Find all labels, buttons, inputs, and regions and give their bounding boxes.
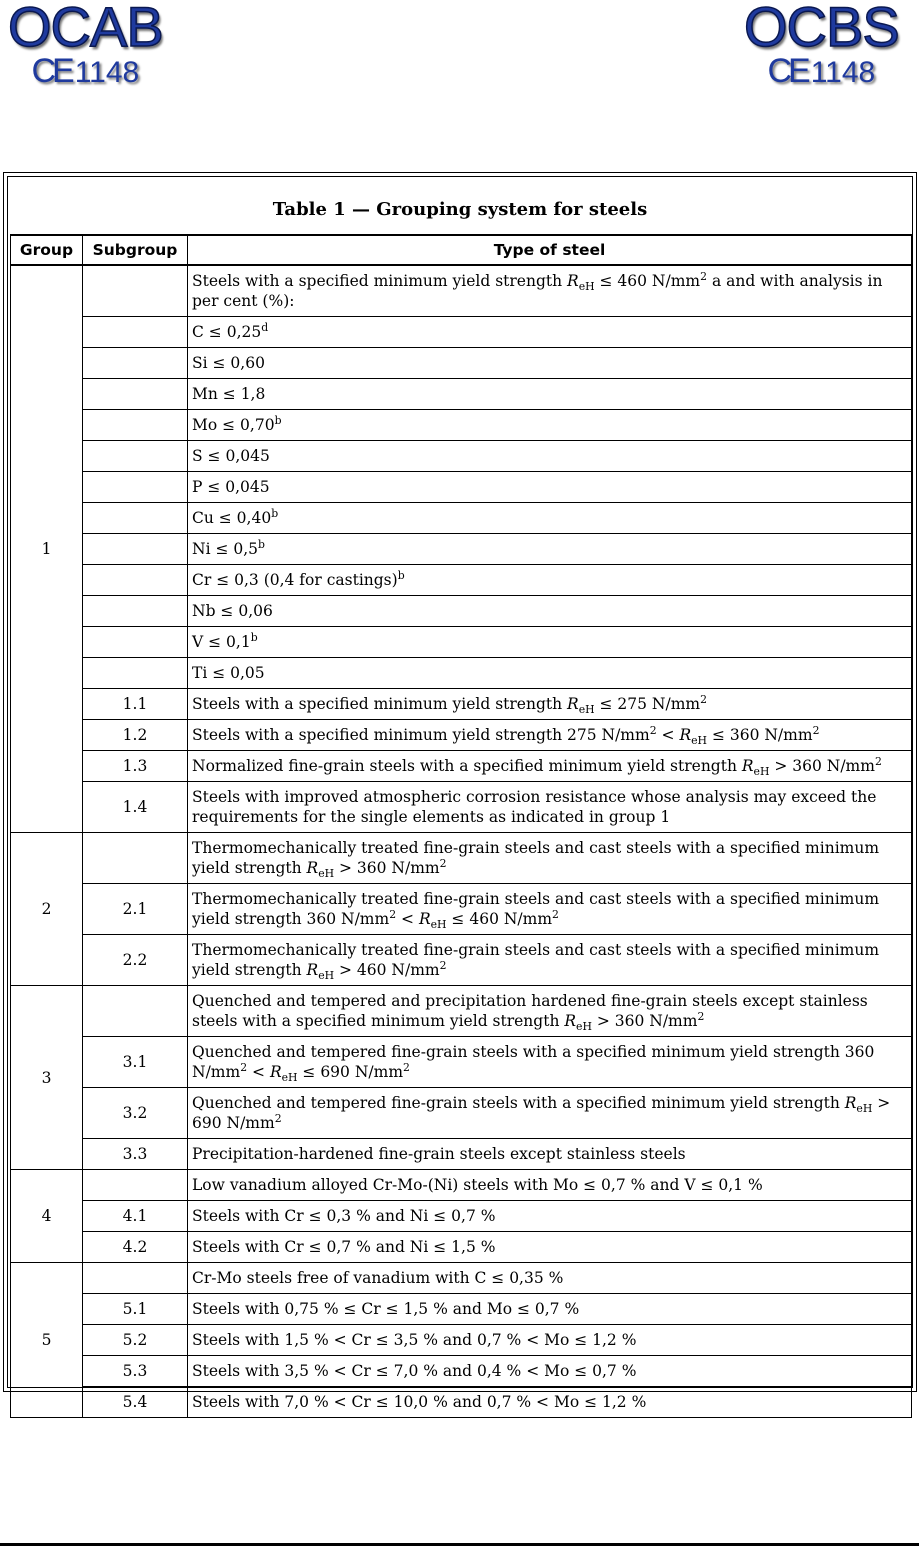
table-row <box>11 472 912 503</box>
type-cell: Thermomechanically treated fine-grain steels and cast steels with a specified minimum yield strength $R_{eH} > 360$ $N/mm^2$ <box>188 833 912 884</box>
subgroup-cell: 3.3 <box>83 1139 188 1170</box>
type-cell: Steels with Cr ≤ 0,3 % and Ni ≤ 0,7 % <box>188 1201 912 1232</box>
subgroup-cell: 2.2 <box>83 935 188 986</box>
type-cell: Cu ≤ 0,40$^b$ <box>188 503 912 534</box>
table-row <box>11 884 912 935</box>
table-row <box>11 379 912 410</box>
type-cell: Steels with 0,75 % ≤ Cr ≤ 1,5 % and Mo ≤ 0,7 % <box>188 1294 912 1325</box>
type-cell: Precipitation-hardened fine-grain steels except stainless steels <box>188 1139 912 1170</box>
table-row <box>11 1201 912 1232</box>
subgroup-cell <box>83 658 188 689</box>
subgroup-cell <box>83 1263 188 1294</box>
subgroup-cell: 4.1 <box>83 1201 188 1232</box>
group-cell: 3 <box>11 986 83 1170</box>
ce-mark-right <box>744 54 899 90</box>
table-row <box>11 348 912 379</box>
table-row <box>11 833 912 884</box>
table-row <box>11 410 912 441</box>
group-cell: 5 <box>11 1263 83 1418</box>
table-row <box>11 265 912 317</box>
table-frame <box>3 172 917 1411</box>
subgroup-cell <box>83 986 188 1037</box>
type-cell: Steels with 3,5 % < Cr ≤ 7,0 % and 0,4 % < Mo ≤ 0,7 % <box>188 1356 912 1387</box>
ocab-logo <box>8 2 163 90</box>
type-cell: Steels with Cr ≤ 0,7 % and Ni ≤ 1,5 % <box>188 1232 912 1263</box>
table-row <box>11 1088 912 1139</box>
subgroup-cell <box>83 833 188 884</box>
table-row <box>11 627 912 658</box>
subgroup-cell: 1.4 <box>83 782 188 833</box>
type-cell: Steels with 1,5 % < Cr ≤ 3,5 % and 0,7 % < Mo ≤ 1,2 % <box>188 1325 912 1356</box>
type-cell: P ≤ 0,045 <box>188 472 912 503</box>
table-row <box>11 565 912 596</box>
subgroup-cell <box>83 627 188 658</box>
table-row <box>11 1263 912 1294</box>
type-cell: Steels with 7,0 % < Cr ≤ 10,0 % and 0,7 % < Mo ≤ 1,2 % <box>188 1387 912 1418</box>
notified-body-number: 1148 <box>810 56 876 89</box>
subgroup-cell <box>83 317 188 348</box>
type-cell: Steels with a specified minimum yield strength 275 $N/mm^2 < R_{eH} \le 360$ $N/mm^2$ <box>188 720 912 751</box>
type-cell: Thermomechanically treated fine-grain steels and cast steels with a specified minimum yield strength 360 $N/mm^2 < R_{eH} \le 460$ $N/mm^2$ <box>188 884 912 935</box>
ocab-brand: OCAB <box>8 0 163 58</box>
group-cell: 1 <box>11 265 83 833</box>
subgroup-cell: 5.3 <box>83 1356 188 1387</box>
subgroup-cell: 1.1 <box>83 689 188 720</box>
type-cell: C ≤ 0,25$^d$ <box>188 317 912 348</box>
subgroup-cell <box>83 503 188 534</box>
subgroup-cell <box>83 410 188 441</box>
type-cell: Low vanadium alloyed Cr-Mo-(Ni) steels with Mo ≤ 0,7 % and V ≤ 0,1 % <box>188 1170 912 1201</box>
table-row <box>11 689 912 720</box>
type-cell: Cr-Mo steels free of vanadium with C ≤ 0,35 % <box>188 1263 912 1294</box>
table-row <box>11 1232 912 1263</box>
table-row <box>11 596 912 627</box>
table-row <box>11 534 912 565</box>
header-subgroup: Subgroup <box>83 235 188 265</box>
subgroup-cell <box>83 596 188 627</box>
subgroup-cell: 1.3 <box>83 751 188 782</box>
subgroup-cell <box>83 379 188 410</box>
subgroup-cell: 5.4 <box>83 1387 188 1418</box>
subgroup-cell <box>83 1170 188 1201</box>
subgroup-cell: 3.2 <box>83 1088 188 1139</box>
table-row <box>11 1325 912 1356</box>
subgroup-cell <box>83 565 188 596</box>
ocbs-logo <box>744 2 899 90</box>
ce-icon: CE <box>31 52 71 90</box>
header-row <box>11 235 912 265</box>
type-cell: Quenched and tempered and precipitation hardened fine-grain steels except stainless steels with a specified minimum yield strength $R_{eH} > 360$ $N/mm^2$ <box>188 986 912 1037</box>
table-row <box>11 317 912 348</box>
table-row <box>11 658 912 689</box>
table-caption: Table 1 — Grouping system for steels <box>272 199 648 220</box>
type-cell: Quenched and tempered fine-grain steels with a specified minimum yield strength $R_{eH} > 690$ $N/mm^2$ <box>188 1088 912 1139</box>
table-row <box>11 986 912 1037</box>
header-type: Type of steel <box>188 235 912 265</box>
type-cell: Normalized fine-grain steels with a specified minimum yield strength $R_{eH} > 360$ $N/mm^2$ <box>188 751 912 782</box>
subgroup-cell: 2.1 <box>83 884 188 935</box>
page-bottom-rule <box>0 1543 919 1546</box>
type-cell: Cr ≤ 0,3 (0,4 for castings)$^b$ <box>188 565 912 596</box>
type-cell: Quenched and tempered fine-grain steels with a specified minimum yield strength 360 $N/mm^2 < R_{eH} \le 690$ $N/mm^2$ <box>188 1037 912 1088</box>
type-cell: Steels with a specified minimum yield strength $R_{eH} \le 460$ $N/mm^2$ a and with analysis in per cent (%): <box>188 265 912 317</box>
type-cell: Steels with a specified minimum yield strength $R_{eH} \le 275$ $N/mm^2$ <box>188 689 912 720</box>
header-group: Group <box>11 235 83 265</box>
ce-icon: CE <box>767 52 807 90</box>
subgroup-cell <box>83 472 188 503</box>
table-row <box>11 1294 912 1325</box>
subgroup-cell <box>83 265 188 317</box>
table-row <box>11 503 912 534</box>
table-row <box>11 1139 912 1170</box>
ce-mark-left <box>8 54 163 90</box>
subgroup-cell <box>83 348 188 379</box>
table-row <box>11 782 912 833</box>
table-row <box>11 1356 912 1387</box>
type-cell: Thermomechanically treated fine-grain steels and cast steels with a specified minimum yield strength $R_{eH} > 460$ $N/mm^2$ <box>188 935 912 986</box>
table-row <box>11 720 912 751</box>
type-cell: Ti ≤ 0,05 <box>188 658 912 689</box>
table-row <box>11 935 912 986</box>
type-cell: Steels with improved atmospheric corrosion resistance whose analysis may exceed the requirements for the single elements as indicated in group 1 <box>188 782 912 833</box>
type-cell: V ≤ 0,1$^b$ <box>188 627 912 658</box>
subgroup-cell: 5.1 <box>83 1294 188 1325</box>
type-cell: Si ≤ 0,60 <box>188 348 912 379</box>
steel-grouping-table <box>10 234 912 1418</box>
type-cell: S ≤ 0,045 <box>188 441 912 472</box>
subgroup-cell <box>83 534 188 565</box>
table-row <box>11 1170 912 1201</box>
subgroup-cell <box>83 441 188 472</box>
group-cell: 2 <box>11 833 83 986</box>
subgroup-cell: 1.2 <box>83 720 188 751</box>
subgroup-cell: 5.2 <box>83 1325 188 1356</box>
table-frame-inner <box>7 176 913 1411</box>
subgroup-cell: 4.2 <box>83 1232 188 1263</box>
table-row <box>11 441 912 472</box>
type-cell: Nb ≤ 0,06 <box>188 596 912 627</box>
type-cell: Mo ≤ 0,70$^b$ <box>188 410 912 441</box>
table-row <box>11 751 912 782</box>
table-row <box>11 1387 912 1418</box>
table-row <box>11 1037 912 1088</box>
subgroup-cell: 3.1 <box>83 1037 188 1088</box>
type-cell: Ni ≤ 0,5$^b$ <box>188 534 912 565</box>
ocbs-brand: OCBS <box>744 0 899 58</box>
notified-body-number: 1148 <box>74 56 140 89</box>
group-cell: 4 <box>11 1170 83 1263</box>
type-cell: Mn ≤ 1,8 <box>188 379 912 410</box>
